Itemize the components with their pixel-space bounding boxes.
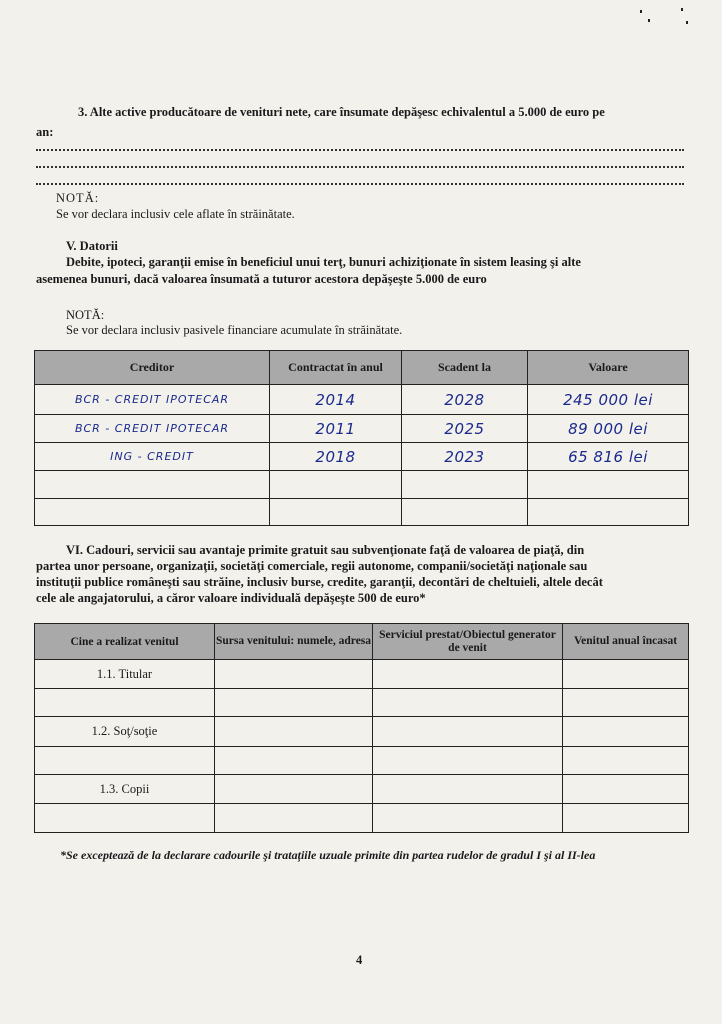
- nota2-text: Se vor declara inclusiv pasivele financiare acumulate în străinătate.: [66, 323, 403, 337]
- value-cell: 65 816 lei: [528, 443, 689, 471]
- year-cell: 2011: [270, 415, 402, 443]
- table-row: [35, 443, 689, 471]
- nota2-heading: NOTĂ:: [66, 308, 105, 322]
- fill-line: [36, 181, 684, 185]
- table-row: [35, 689, 689, 717]
- header-contracted-year: Contractat în anul: [270, 351, 402, 385]
- nota1-heading: NOTĂ:: [56, 191, 100, 205]
- table-row: [35, 804, 689, 833]
- sectionVI-line1: VI. Cadouri, servicii sau avantaje primite gratuit sau subvenţionate faţă de valoarea de piaţă, din: [66, 543, 585, 557]
- scan-speck: [686, 21, 688, 24]
- table-row: [35, 499, 689, 526]
- value-cell: 245 000 lei: [528, 385, 689, 415]
- section3-title: 3. Alte active producătoare de venituri nete, care însumate depăşesc echivalentul a 5.000 de euro pe: [78, 105, 605, 119]
- sectionVI-line4: cele ale angajatorului, a căror valoare individuală depăşeşte 500 de euro*: [36, 591, 426, 605]
- table-row: [35, 717, 689, 747]
- sectionV-title: V. Datorii: [66, 239, 118, 253]
- gifts-table-header: [35, 624, 689, 660]
- header-source: Sursa venitului: numele, adresa: [215, 624, 373, 660]
- footnote: *Se exceptează de la declarare cadourile şi tratațiile uzuale primite din partea rudelor de gradul I şi al II-lea: [60, 848, 596, 862]
- debts-table-header: [35, 351, 689, 385]
- creditor-cell: BCR - CREDIT IPOTECAR: [35, 415, 270, 443]
- table-row: [35, 385, 689, 415]
- nota1-text: Se vor declara inclusiv cele aflate în străinătate.: [56, 207, 295, 221]
- year-cell: 2014: [270, 385, 402, 415]
- value-cell: 89 000 lei: [528, 415, 689, 443]
- fill-line: [36, 147, 684, 151]
- gifts-table: [34, 623, 689, 833]
- creditor-cell: ING - CREDIT: [35, 443, 270, 471]
- scan-speck: [648, 19, 650, 22]
- table-row: [35, 747, 689, 775]
- sectionVI-line2: partea unor persoane, organizaţii, societăţi comerciale, regii autonome, companii/societăţi naţionale sau: [36, 559, 588, 573]
- header-annual-income: Venitul anual încasat: [563, 624, 689, 660]
- table-row: [35, 775, 689, 804]
- sectionV-desc-line1: Debite, ipoteci, garanţii emise în beneficiul unui terţ, bunuri achiziţionate în sistem leasing şi alte: [66, 255, 581, 269]
- header-creditor: Creditor: [35, 351, 270, 385]
- row-label-titular: 1.1. Titular: [35, 660, 215, 689]
- due-cell: 2028: [402, 385, 528, 415]
- table-row: [35, 415, 689, 443]
- section3-title-cont: an:: [36, 125, 54, 139]
- header-who: Cine a realizat venitul: [35, 624, 215, 660]
- scan-speck: [640, 10, 642, 13]
- fill-line: [36, 164, 684, 168]
- creditor-cell: BCR - CREDIT IPOTECAR: [35, 385, 270, 415]
- scan-speck: [681, 8, 683, 11]
- header-due-date: Scadent la: [402, 351, 528, 385]
- due-cell: 2023: [402, 443, 528, 471]
- debts-table: [34, 350, 689, 526]
- page-number: 4: [356, 953, 363, 967]
- row-label-children: 1.3. Copii: [35, 775, 215, 804]
- year-cell: 2018: [270, 443, 402, 471]
- sectionVI-line3: instituţii publice româneşti sau străine, inclusiv burse, credite, garanţii, decontări de cheltuieli, altele decât: [36, 575, 603, 589]
- table-row: [35, 660, 689, 689]
- due-cell: 2025: [402, 415, 528, 443]
- header-value: Valoare: [528, 351, 689, 385]
- header-service: Serviciul prestat/Obiectul generator de venit: [373, 624, 563, 660]
- sectionV-desc-line2: asemenea bunuri, dacă valoarea însumată a tuturor acestora depăşeşte 5.000 de euro: [36, 272, 487, 286]
- row-label-spouse: 1.2. Soţ/soţie: [35, 717, 215, 747]
- table-row: [35, 471, 689, 499]
